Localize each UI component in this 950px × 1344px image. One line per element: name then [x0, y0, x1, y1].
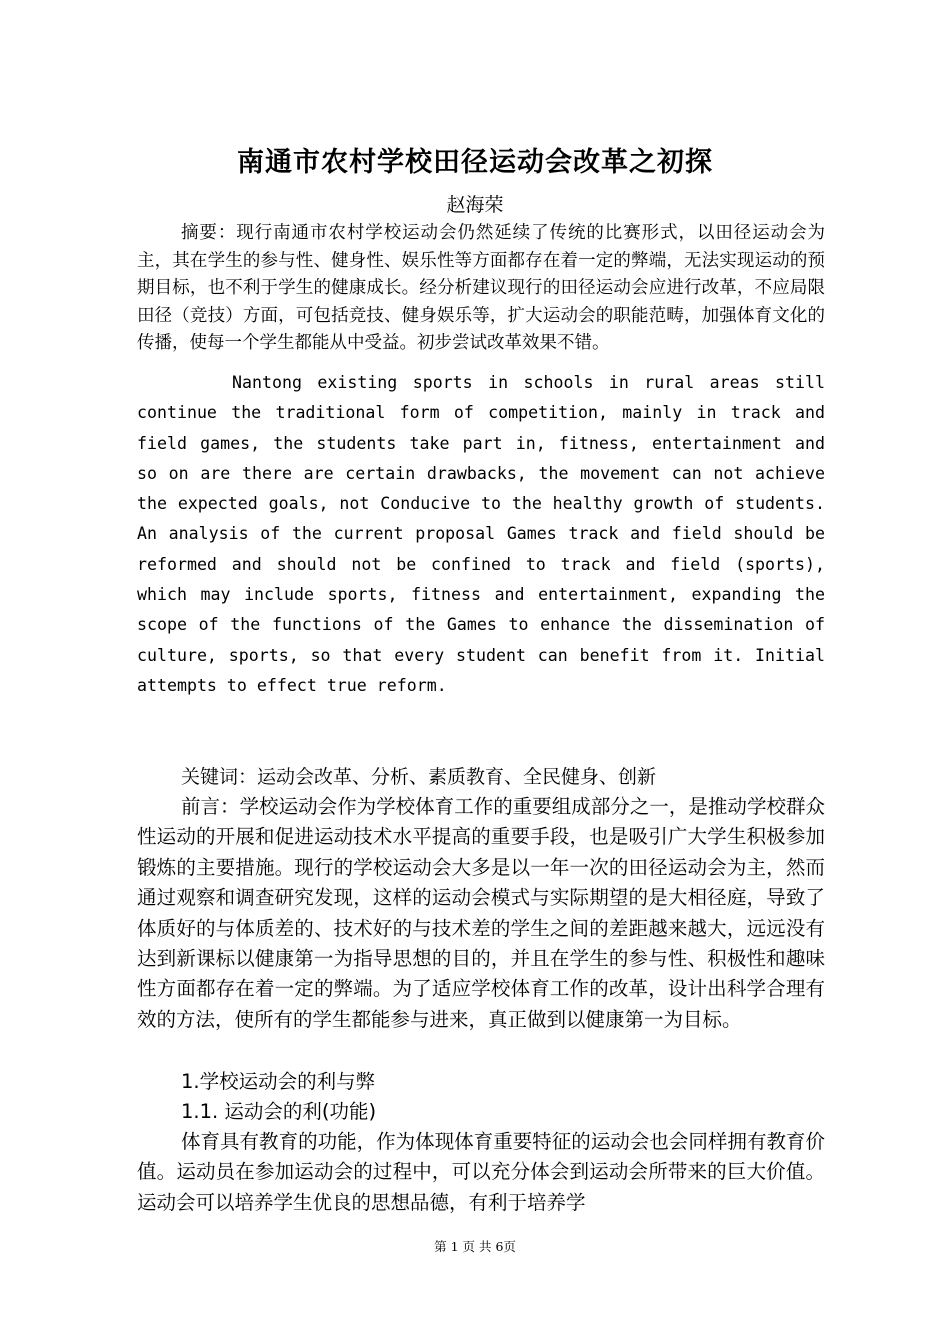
abstract-english: Nantong existing sports in schools in rural areas still continue the traditional form of competition, mainly in track and field games, the students take part in, fitness, entertainment and so on are there are certain drawbacks, the movement can not achieve the expected goals, not Conducive to the healthy growth of students. An analysis of the current proposal Games track and field should be reformed and should not be confined to track and field (sports), which may include sports, fitness and entertainment, expanding the scope of the functions of the Games to enhance the dissemination of culture, sports, so that every student can benefit from it. Initial attempts to effect true reform.	[137, 373, 825, 695]
section-heading-1: 1.学校运动会的利与弊	[181, 1070, 376, 1093]
page-footer: 第 1 页 共 6页	[434, 1239, 516, 1254]
introduction-paragraph: 前言：学校运动会作为学校体育工作的重要组成部分之一，是推动学校群众性运动的开展和促进运动技术水平提高的重要手段，也是吸引广大学生积极参加锻炼的主要措施。现行的学校运动会大多是以一年一次的田径运动会为主，然而通过观察和调查研究发现，这样的运动会模式与实际期望的是大相径庭，导致了体质好的与体质差的、技术好的与技术差的学生之间的差距越来越大，远远没有达到新课标以健康第一为指导思想的目的，并且在学生的参与性、积极性和趣味性方面都存在着一定的弊端。为了适应学校体育工作的改革，设计出科学合理有效的方法，使所有的学生都能参与进来，真正做到以健康第一为目标。	[137, 795, 825, 1031]
abstract-chinese: 摘要：现行南通市农村学校运动会仍然延续了传统的比赛形式，以田径运动会为主，其在学生的参与性、健身性、娱乐性等方面都存在着一定的弊端，无法实现运动的预期目标，也不利于学生的健康成长。经分析建议现行的田径运动会应进行改革，不应局限田径（竞技）方面，可包括竞技、健身娱乐等，扩大运动会的职能范畴，加强体育文化的传播，使每一个学生都能从中受益。初步尝试改革效果不错。	[137, 223, 825, 353]
section-body-1-1: 体育具有教育的功能，作为体现体育重要特征的运动会也会同样拥有教育价值。运动员在参加运动会的过程中，可以充分体会到运动会所带来的巨大价值。运动会可以培养学生优良的思想品德，有利于培养学	[137, 1130, 825, 1214]
author-name: 赵海荣	[446, 194, 504, 216]
keywords: 关键词：运动会改革、分析、素质教育、全民健身、创新	[181, 766, 657, 788]
section-heading-1-1: 1.1. 运动会的利(功能)	[181, 1100, 377, 1123]
document-title: 南通市农村学校田径运动会改革之初探	[237, 147, 713, 178]
